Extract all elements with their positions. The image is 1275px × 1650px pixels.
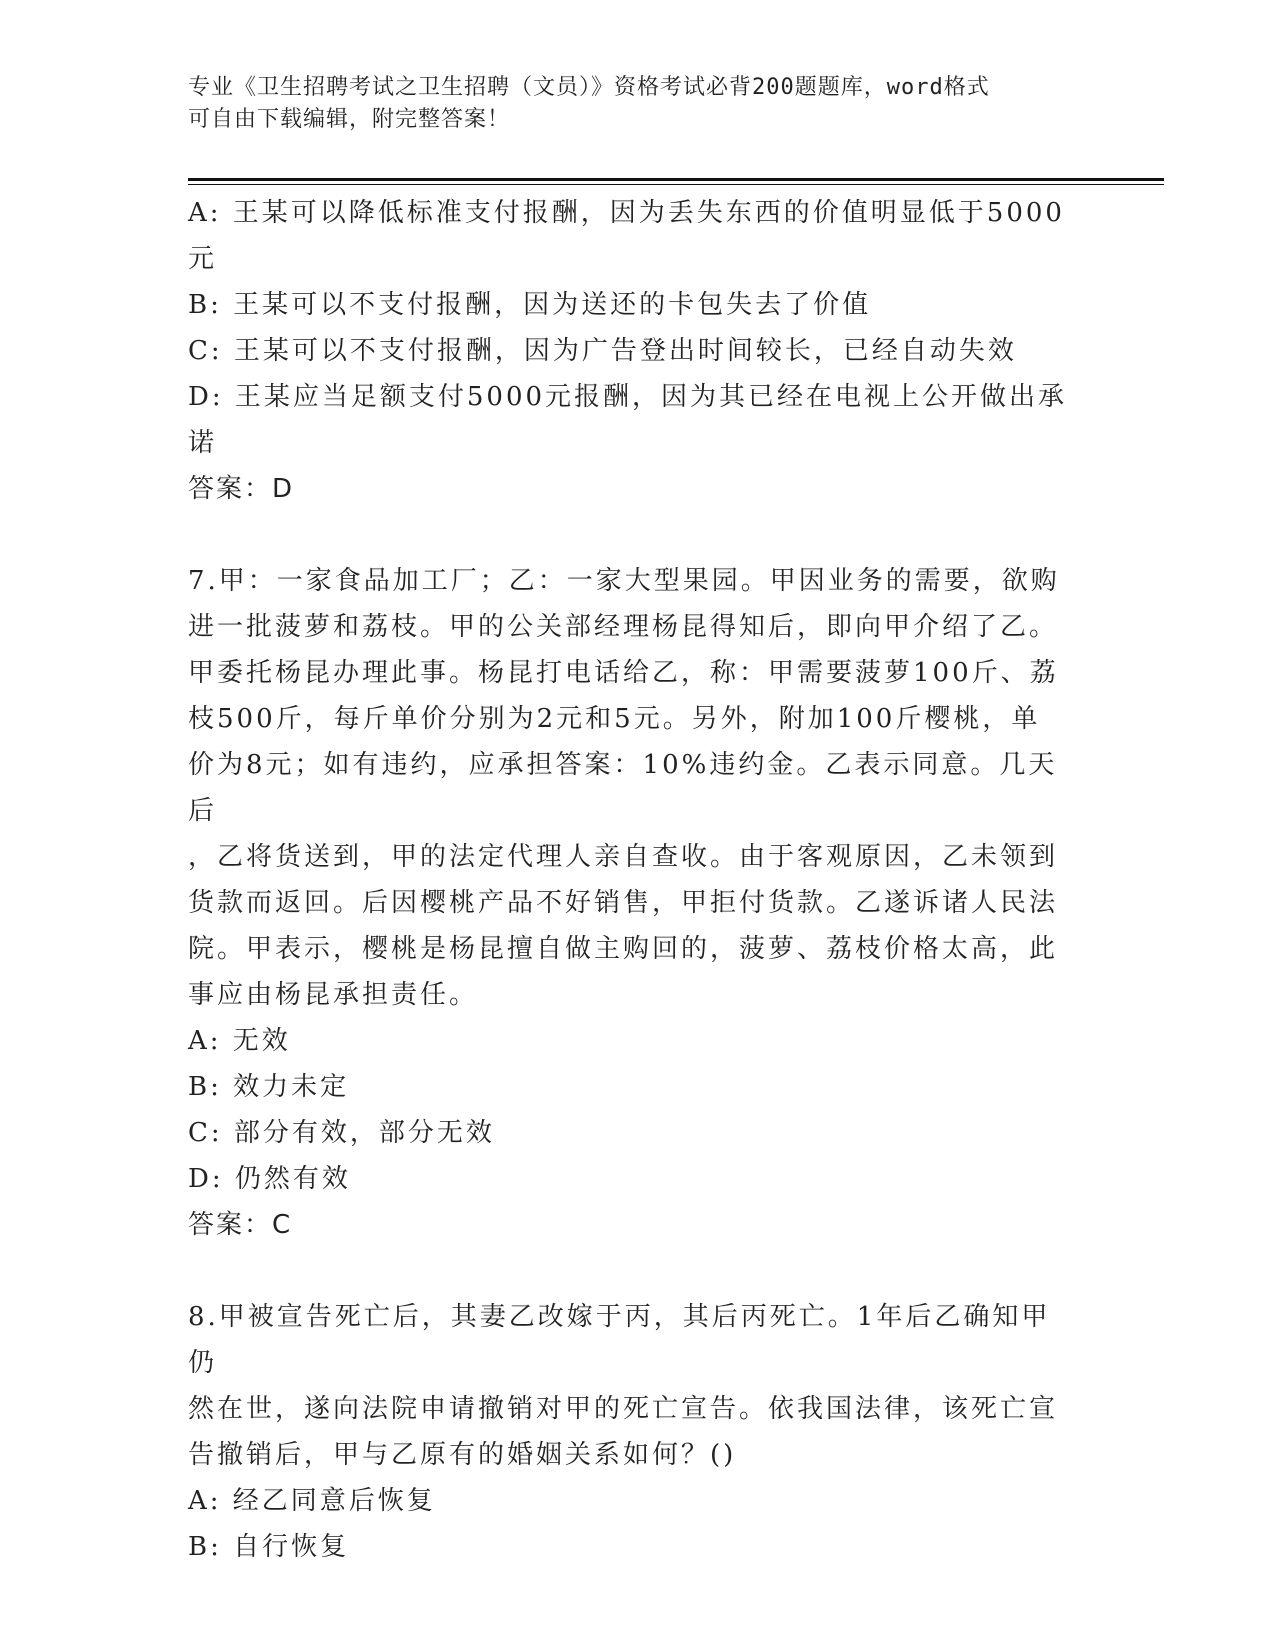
header-divider-thick	[188, 178, 1164, 181]
question-8-block	[188, 1294, 1078, 1570]
question-stem-line: 枝500斤，每斤单价分别为2元和5元。另外，附加100斤樱桃，单	[188, 704, 1041, 734]
question-stem-line: 价为8元；如有违约，应承担答案：10%违约金。乙表示同意。几天后	[188, 750, 1058, 826]
question-stem-line: 告撤销后，甲与乙原有的婚姻关系如何？()	[188, 1440, 737, 1470]
question-stem-line: 甲委托杨昆办理此事。杨昆打电话给乙，称：甲需要菠萝100斤、荔	[188, 658, 1059, 688]
answer-line: 答案：D	[188, 474, 295, 504]
answer-line: 答案：C	[188, 1210, 293, 1240]
question-6-block	[188, 190, 1078, 512]
header-line-1: 专业《卫生招聘考试之卫生招聘（文员）》资格考试必背200题题库，word格式	[188, 75, 990, 100]
option-b: B: 效力未定	[188, 1072, 350, 1102]
option-d: D: 王某应当足额支付5000元报酬，因为其已经在电视上公开做出承	[188, 382, 1068, 412]
header-divider-thin	[188, 184, 1164, 185]
question-stem-line: 事应由杨昆承担责任。	[188, 980, 479, 1010]
option-d: D: 仍然有效	[188, 1164, 351, 1194]
question-stem-line: ，乙将货送到，甲的法定代理人亲自查收。由于客观原因，乙未领到	[188, 842, 1059, 872]
option-a: A: 王某可以降低标准支付报酬，因为丢失东西的价值明显低于5000	[188, 198, 1065, 228]
option-b: B: 王某可以不支付报酬，因为送还的卡包失去了价值	[188, 290, 872, 320]
option-d-continued: 诺	[188, 428, 218, 458]
question-stem-line: 货款而返回。后因樱桃产品不好销售，甲拒付货款。乙遂诉诸人民法	[188, 888, 1059, 918]
question-stem-line: 院。甲表示，樱桃是杨昆擅自做主购回的，菠萝、荔枝价格太高，此	[188, 934, 1059, 964]
header-line-2: 可自由下载编辑，附完整答案！	[188, 107, 511, 132]
option-a: A: 经乙同意后恢复	[188, 1486, 436, 1516]
option-c: C: 部分有效，部分无效	[188, 1118, 495, 1148]
document-header	[188, 72, 1068, 136]
option-a-continued: 元	[188, 244, 218, 274]
question-stem-line: 进一批菠萝和荔枝。甲的公关部经理杨昆得知后，即向甲介绍了乙。	[188, 612, 1059, 642]
question-stem-line: 8.甲被宣告死亡后，其妻乙改嫁于丙，其后丙死亡。1年后乙确知甲仍	[188, 1302, 1051, 1378]
question-stem-line: 然在世，遂向法院申请撤销对甲的死亡宣告。依我国法律，该死亡宣	[188, 1394, 1059, 1424]
option-b: B: 自行恢复	[188, 1532, 350, 1562]
document-body	[188, 190, 1078, 1570]
option-a: A: 无效	[188, 1026, 291, 1056]
question-7-block	[188, 558, 1078, 1248]
question-stem-line: 7.甲：一家食品加工厂；乙：一家大型果园。甲因业务的需要，欲购	[188, 566, 1060, 596]
option-c: C: 王某可以不支付报酬，因为广告登出时间较长，已经自动失效	[188, 336, 1017, 366]
